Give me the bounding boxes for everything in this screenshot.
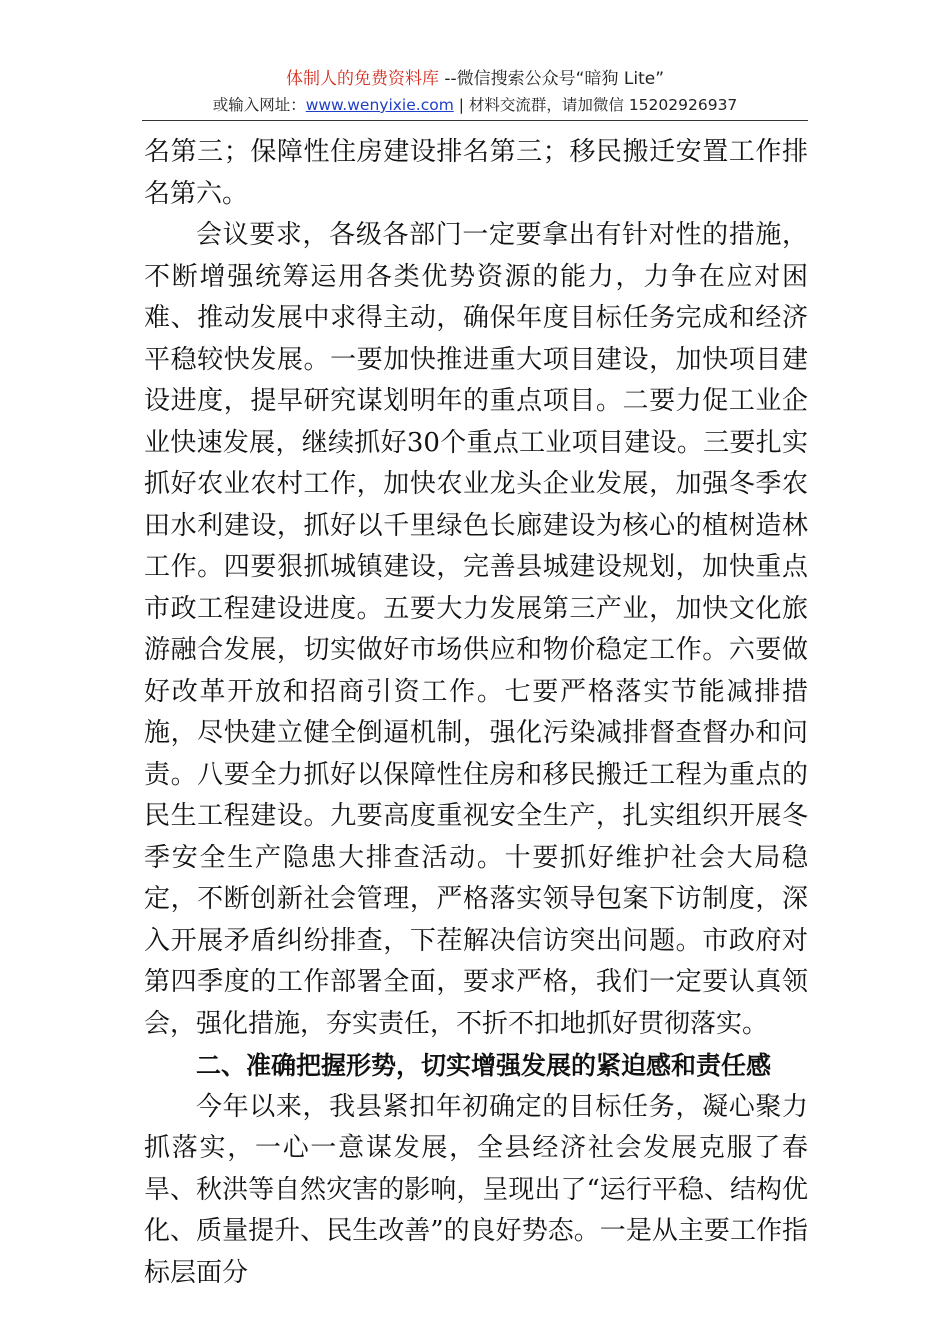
website-link[interactable]: www.wenyixie.com: [305, 96, 454, 114]
header-line-1: [0, 68, 950, 90]
header-line-2: [0, 94, 950, 116]
document-body: [144, 132, 808, 1294]
brand-name: 体制人的免费资料库: [285, 69, 439, 89]
header-separator: |: [453, 96, 469, 114]
paragraph-situation: 今年以来，我县紧扣年初确定的目标任务，凝心聚力抓落实，一心一意谋发展，全县经济社会发展克服了春旱、秋洪等自然灾害的影响，呈现出了“运行平稳、结构优化、质量提升、民生改善”的良好势态。一是从主要工作指标层面分: [144, 1091, 808, 1288]
paragraph-meeting-requirements: 会议要求，各级各部门一定要拿出有针对性的措施，不断增强统筹运用各类优势资源的能力，力争在应对困难、推动发展中求得主动，确保年度目标任务完成和经济平稳较快发展。一要加快推进重大项目建设，加快项目建设进度，提早研究谋划明年的重点项目。二要力促工业企业快速发展，继续抓好30个重点工业项目建设。三要扎实抓好农业农村工作，加快农业龙头企业发展，加强冬季农田水利建设，抓好以千里绿色长廊建设为核心的植树造林工作。四要狠抓城镇建设，完善县城建设规划，加快重点市政工程建设进度。五要大力发展第三产业，加快文化旅游融合发展，切实做好市场供应和物价稳定工作。六要做好改革开放和招商引资工作。七要严格落实节能减排措施，尽快建立健全倒逼机制，强化污染减排督查督办和问责。八要全力抓好以保障性住房和移民搬迁工程为重点的民生工程建设。九要高度重视安全生产，扎实组织开展冬季安全生产隐患大排查活动。十要抓好维护社会大局稳定，不断创新社会管理，严格落实领导包案下访制度，深入开展矛盾纠纷排查，下茬解决信访突出问题。市政府对第四季度的工作部署全面，要求严格，我们一定要认真领会，强化措施，夯实责任，不折不扣地抓好贯彻落实。: [144, 220, 808, 1039]
section-heading-2: 二、准确把握形势，切实增强发展的紧迫感和责任感: [196, 1051, 772, 1080]
contact-info: 材料交流群，请加微信 15202926937: [468, 96, 738, 114]
url-prompt: 或输入网址：: [212, 96, 306, 114]
wechat-prompt: --微信搜索公众号“暗狗 Lite”: [444, 69, 664, 89]
paragraph-continued: 名第三；保障性住房建设排名第三；移民搬迁安置工作排名第六。: [144, 137, 808, 209]
header-divider: [142, 120, 808, 121]
